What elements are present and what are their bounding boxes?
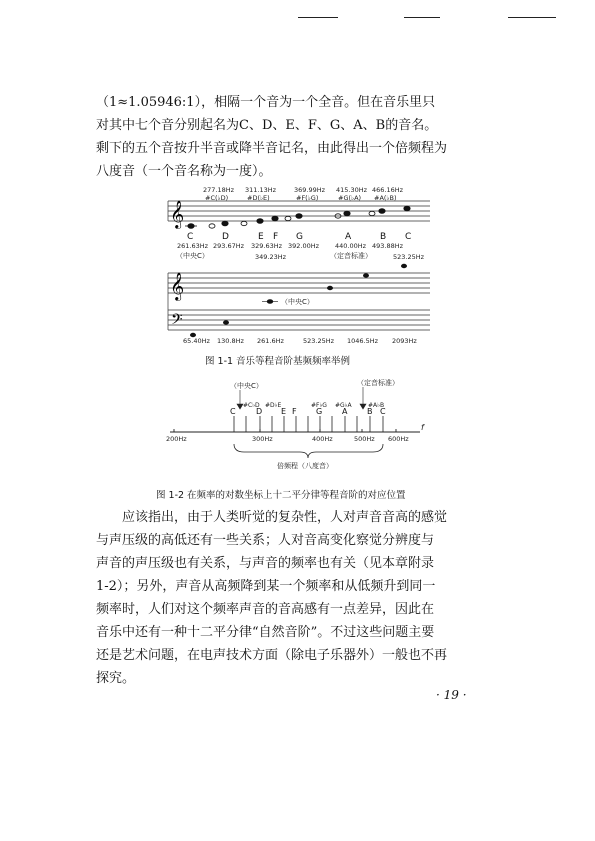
axis-unit: f	[421, 423, 424, 432]
treble-clef-icon: 𝄞	[170, 200, 185, 228]
sharp-name: #D(♭E)	[247, 194, 270, 202]
sharp-marker: #A♭B	[368, 402, 385, 409]
figure-1-2-caption: 图 1-2 在频率的对数坐标上十二平分律等程音阶的对应位置	[156, 490, 406, 501]
middle-c-lower-label: （中央C）	[281, 298, 314, 306]
note-letter-b: B	[380, 232, 387, 242]
note-letter-g: G	[316, 407, 323, 416]
figure-1-1	[0, 0, 595, 380]
text-line: 1-2）；另外，声音从高频降到某一个频率和从低频升到同一	[96, 579, 436, 594]
note-letters	[187, 232, 411, 242]
sharp-freq: 415.30Hz	[336, 186, 368, 194]
text-line: （1≈1.05946:1），相隔一个音为一个全音。但在音乐里只	[96, 95, 436, 110]
sharp-freq: 311.13Hz	[245, 186, 277, 194]
note-frequencies	[177, 242, 425, 261]
text-line: 频率时，人们对这个频率声音的音高感有一点差异，因此在	[96, 602, 435, 617]
sharp-marker: #C♭D	[243, 402, 260, 409]
middle-c-label: （中央C）	[176, 252, 209, 260]
text-line: 与声压级的高低还有一些关系；人对音高变化察觉分辨度与	[96, 533, 435, 548]
standard-pitch-label: （定音标准）	[330, 252, 372, 260]
note-freq: 493.88Hz	[372, 242, 404, 250]
octave-freq: 65.40Hz	[183, 337, 210, 345]
octave-brace	[234, 444, 383, 458]
treble-clef-icon: 𝄞	[170, 272, 185, 300]
note-letter-c-high: C	[405, 232, 412, 242]
page-number: · 19 ·	[436, 688, 467, 702]
tone-ticks	[234, 416, 383, 432]
note-letter-e: E	[258, 232, 264, 242]
bottom-frequencies	[183, 337, 417, 345]
note-letter-c: C	[230, 407, 236, 416]
note-letter-f: F	[292, 407, 297, 416]
text-line: 声音的声压级也有关系，与声音的频率也有关（见本章附录	[96, 556, 435, 571]
sharp-freq: 369.99Hz	[294, 186, 326, 194]
axis-label: 500Hz	[354, 435, 375, 443]
bass-clef-icon: 𝄢	[171, 311, 183, 332]
note-freq: 440.00Hz	[335, 242, 367, 250]
octave-brace-label: 倍频程（八度音）	[277, 462, 333, 470]
note-letter-b: B	[367, 407, 373, 416]
text-line: 剩下的五个音按升半音或降半音记名，由此得出一个倍频程为	[96, 141, 448, 156]
note-letter-c-high: C	[380, 407, 386, 416]
note-letter-e: E	[281, 407, 287, 416]
paragraph-2	[96, 506, 506, 690]
note-letter-d: D	[222, 232, 229, 242]
sharp-marker: #G♭A	[335, 402, 352, 409]
note-letter-g: G	[296, 232, 303, 242]
note-freq: 349.23Hz	[255, 253, 287, 261]
sharp-labels	[203, 186, 404, 202]
middle-c-label: （中央C）	[230, 382, 263, 390]
sharp-name: #G(♭A)	[338, 194, 362, 202]
note-letter-f: F	[273, 232, 279, 242]
octave-freq: 523.25Hz	[303, 337, 335, 345]
text-line: 八度音（一个音名称为一度）。	[96, 164, 272, 179]
figure-1-2	[0, 368, 595, 488]
note-freq: 293.67Hz	[213, 242, 245, 250]
sharp-marker: #D♭E	[265, 402, 282, 409]
sharp-name: #C(♭D)	[205, 194, 229, 202]
note-freq: 392.00Hz	[288, 242, 320, 250]
text-line: 音乐中还有一种十二平分律“自然音阶”。不过这些问题主要	[96, 625, 435, 640]
octave-freq: 261.6Hz	[257, 337, 284, 345]
staff-notes	[185, 206, 410, 228]
text-line: 还是艺术问题，在电声技术方面（除电子乐器外）一般也不再	[96, 648, 448, 663]
axis-label: 300Hz	[252, 435, 273, 443]
note-letter-d: D	[256, 407, 263, 416]
sharp-marker: #F♭G	[311, 402, 327, 409]
figure-1-1-caption: 图 1-1 音乐等程音阶基频频率举例	[205, 356, 351, 367]
note-freq: 261.63Hz	[177, 242, 209, 250]
octave-freq: 130.8Hz	[217, 337, 244, 345]
sharp-freq: 277.18Hz	[203, 186, 235, 194]
standard-pitch-label: （定音标准）	[357, 379, 399, 387]
sharp-name: #F(♭G)	[296, 194, 319, 202]
note-letter-a: A	[345, 232, 352, 242]
note-letter-a: A	[342, 407, 348, 416]
octave-freq: 1046.5Hz	[347, 337, 379, 345]
note-freq: 523.25Hz	[393, 253, 425, 261]
sharp-freq: 466.16Hz	[372, 186, 404, 194]
text-line: 探究。	[96, 671, 136, 686]
text-line: 对其中七个音分别起名为C、D、E、F、G、A、B的音名。	[96, 118, 438, 133]
octave-freq: 2093Hz	[392, 337, 417, 345]
middle-c-note	[267, 299, 273, 304]
text-line: 应该指出，由于人类听觉的复杂性，人对声音音高的感觉	[122, 510, 448, 525]
axis-labels	[166, 435, 409, 443]
note-letter-c: C	[187, 232, 194, 242]
axis-label: 200Hz	[166, 435, 187, 443]
sharp-name: #A(♭B)	[374, 194, 397, 202]
note-freq: 329.63Hz	[251, 242, 283, 250]
axis-label: 400Hz	[312, 435, 333, 443]
axis-label: 600Hz	[388, 435, 409, 443]
frequency-axis	[170, 429, 420, 432]
